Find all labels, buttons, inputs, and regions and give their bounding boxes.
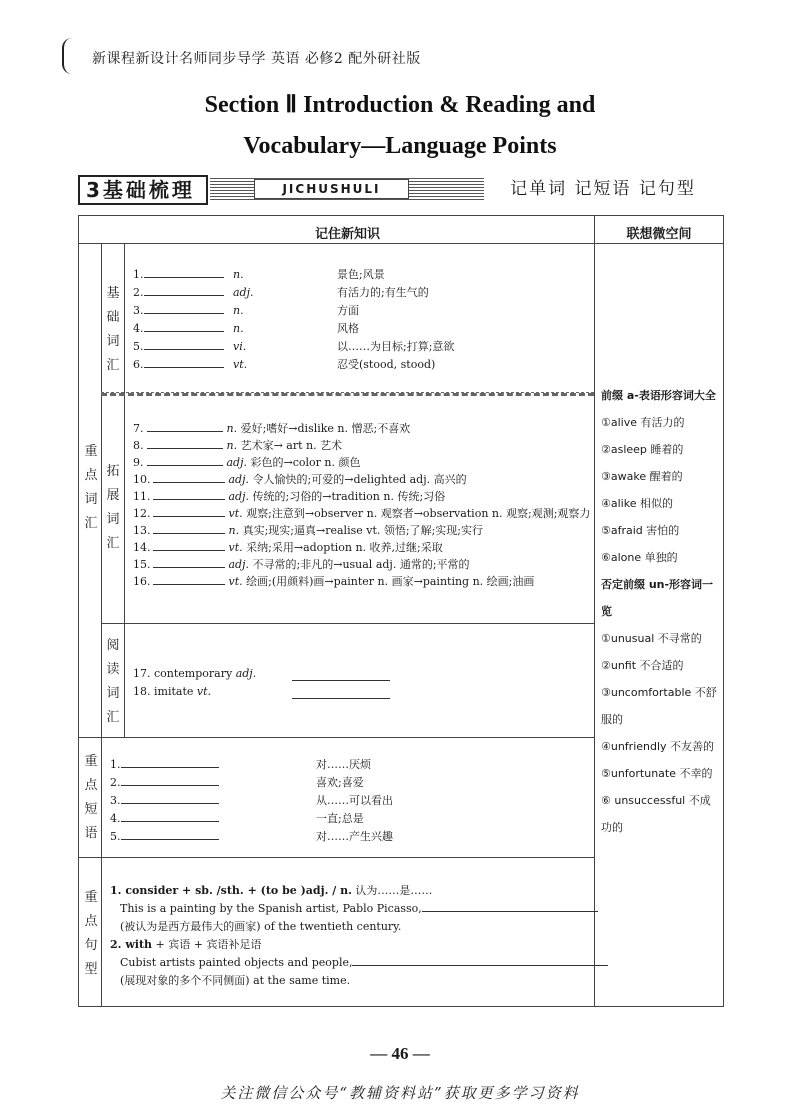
list-item: ④unfriendly 不友善的 (601, 740, 715, 753)
answer-blank[interactable] (121, 811, 219, 822)
banner-code: JICHUSHULI (254, 179, 409, 199)
list-item: ①unusual 不寻常的 (601, 632, 702, 645)
label-column-divider (101, 243, 102, 1007)
footer-note: 关注微信公众号“教辅资料站”获取更多学习资料 (220, 1084, 580, 1102)
col-title-side: 联想微空间 (626, 227, 692, 242)
table-header-divider (78, 243, 724, 244)
list-item: ③uncomfortable 不舒服的 (601, 686, 717, 726)
banner-label: 3基础梳理 (78, 175, 208, 205)
list-item: 2. (110, 774, 219, 791)
sentence-example: (被认为是西方最伟大的画家) of the twentieth century. (120, 920, 402, 933)
label-sentences: 重点句型 (84, 890, 98, 977)
list-item: ③awake 醒着的 (601, 470, 683, 483)
answer-blank[interactable] (144, 321, 224, 332)
label-basic-vocab: 基础词汇 (106, 286, 120, 373)
section-banner (78, 175, 723, 205)
list-item: 1. n. 景色;风景 (133, 268, 385, 281)
list-item: 5. vi. 以……为目标;打算;意欲 (133, 340, 455, 353)
answer-blank[interactable] (153, 574, 225, 585)
answer-blank[interactable] (422, 901, 598, 912)
answer-blank[interactable] (144, 267, 224, 278)
list-item: 12. vt. 观察;注意到→observer n. 观察者→observation n. 观察;观测;观察力 (133, 507, 591, 520)
answer-blank[interactable] (144, 303, 224, 314)
divider-phrases-sentences (78, 857, 594, 858)
phrase-meaning: 喜欢;喜爱 (316, 776, 364, 789)
label-phrases: 重点短语 (84, 754, 98, 841)
banner-subtitle: 记单词 记短语 记句型 (484, 176, 722, 203)
sentence-pattern-1: 1. consider + sb. /sth. + (to be )adj. / n. 认为……是…… (110, 884, 433, 897)
list-item: 2. adj. 有活力的;有生气的 (133, 286, 429, 299)
list-item: 4. n. 风格 (133, 322, 359, 335)
list-item: ⑤afraid 害怕的 (601, 524, 680, 537)
side-column-divider (594, 215, 595, 1007)
label-key-vocab: 重点词汇 (84, 444, 98, 531)
answer-blank[interactable] (121, 757, 219, 768)
list-item: ①alive 有活力的 (601, 416, 685, 429)
list-item: 16. vt. 绘画;(用颜料)画→painter n. 画家→painting n. 绘画;油画 (133, 575, 535, 588)
answer-blank[interactable] (121, 793, 219, 804)
col-title-main: 记住新知识 (314, 227, 380, 242)
divider-basic-extend (101, 392, 594, 396)
phrase-meaning: 从……可以看出 (316, 794, 393, 807)
list-item: 5. (110, 828, 219, 845)
list-item: ⑥alone 单独的 (601, 551, 678, 564)
list-item: ⑥ unsuccessful 不成功的 (601, 794, 711, 834)
divider-extend-reading (101, 623, 594, 624)
answer-blank[interactable] (153, 557, 225, 568)
side-heading-a-prefix: 前缀 a-表语形容词大全 (601, 389, 716, 402)
side-heading-un-prefix: 否定前缀 un-形容词一览 (601, 578, 714, 618)
sublabel-column-divider (124, 243, 125, 737)
sentence-example: Cubist artists painted objects and people, (120, 954, 608, 971)
answer-blank[interactable] (292, 670, 390, 681)
phrase-meaning: 对……产生兴趣 (316, 830, 393, 843)
sentence-example: This is a painting by the Spanish artist, Pablo Picasso, (120, 900, 598, 917)
list-item: ④alike 相似的 (601, 497, 673, 510)
book-header: 新课程新设计名师同步导学 英语 必修2 配外研社版 (92, 51, 421, 67)
answer-blank[interactable] (121, 775, 219, 786)
answer-blank[interactable] (153, 472, 225, 483)
list-item: ②asleep 睡着的 (601, 443, 684, 456)
list-item: 11. adj. 传统的;习俗的→tradition n. 传统;习俗 (133, 490, 446, 503)
page-title-line2: Vocabulary—Language Points (243, 133, 557, 159)
answer-blank[interactable] (153, 523, 225, 534)
list-item: 17. contemporary adj. (133, 667, 257, 680)
answer-blank[interactable] (352, 955, 608, 966)
list-item: 1. (110, 756, 219, 773)
list-item: 13. n. 真实;现实;逼真→realise vt. 领悟;了解;实现;实行 (133, 524, 483, 537)
list-item: 6. vt. 忍受(stood, stood) (133, 358, 436, 371)
sentence-example: (展现对象的多个不同侧面) at the same time. (120, 974, 351, 987)
list-item: 10. adj. 令人愉快的;可爱的→delighted adj. 高兴的 (133, 473, 467, 486)
list-item: 8. n. 艺术家→ art n. 艺术 (133, 439, 343, 452)
list-item: 3. n. 方面 (133, 304, 359, 317)
header-bracket (62, 38, 72, 74)
side-notes (601, 382, 719, 841)
page-title-line1: Section Ⅱ Introduction & Reading and (204, 92, 596, 118)
label-reading-vocab: 阅读词汇 (106, 638, 120, 725)
answer-blank[interactable] (144, 339, 224, 350)
sentence-pattern-2: 2. with + 宾语 + 宾语补足语 (110, 938, 262, 951)
phrase-meaning: 一直;总是 (316, 812, 364, 825)
list-item: 9. adj. 彩色的→color n. 颜色 (133, 456, 361, 469)
answer-blank[interactable] (153, 506, 225, 517)
answer-blank[interactable] (153, 489, 225, 500)
answer-blank[interactable] (144, 285, 224, 296)
list-item: ⑤unfortunate 不幸的 (601, 767, 713, 780)
list-item: 7. n. 爱好;嗜好→dislike n. 憎恶;不喜欢 (133, 422, 411, 435)
list-item: 4. (110, 810, 219, 827)
answer-blank[interactable] (147, 438, 223, 449)
list-item: 15. adj. 不寻常的;非凡的→usual adj. 通常的;平常的 (133, 558, 470, 571)
list-item: 14. vt. 采纳;采用→adoption n. 收养,过继;采取 (133, 541, 443, 554)
list-item: 18. imitate vt. (133, 685, 212, 698)
answer-blank[interactable] (121, 829, 219, 840)
divider-vocab-phrases (78, 737, 594, 738)
answer-blank[interactable] (147, 421, 223, 432)
answer-blank[interactable] (292, 688, 390, 699)
answer-blank[interactable] (147, 455, 223, 466)
phrase-meaning: 对……厌烦 (316, 758, 371, 771)
page-number: — 46 — (370, 1044, 430, 1063)
label-extend-vocab: 拓展词汇 (106, 464, 120, 551)
answer-blank[interactable] (144, 357, 224, 368)
list-item: ②unfit 不合适的 (601, 659, 684, 672)
answer-blank[interactable] (153, 540, 225, 551)
list-item: 3. (110, 792, 219, 809)
